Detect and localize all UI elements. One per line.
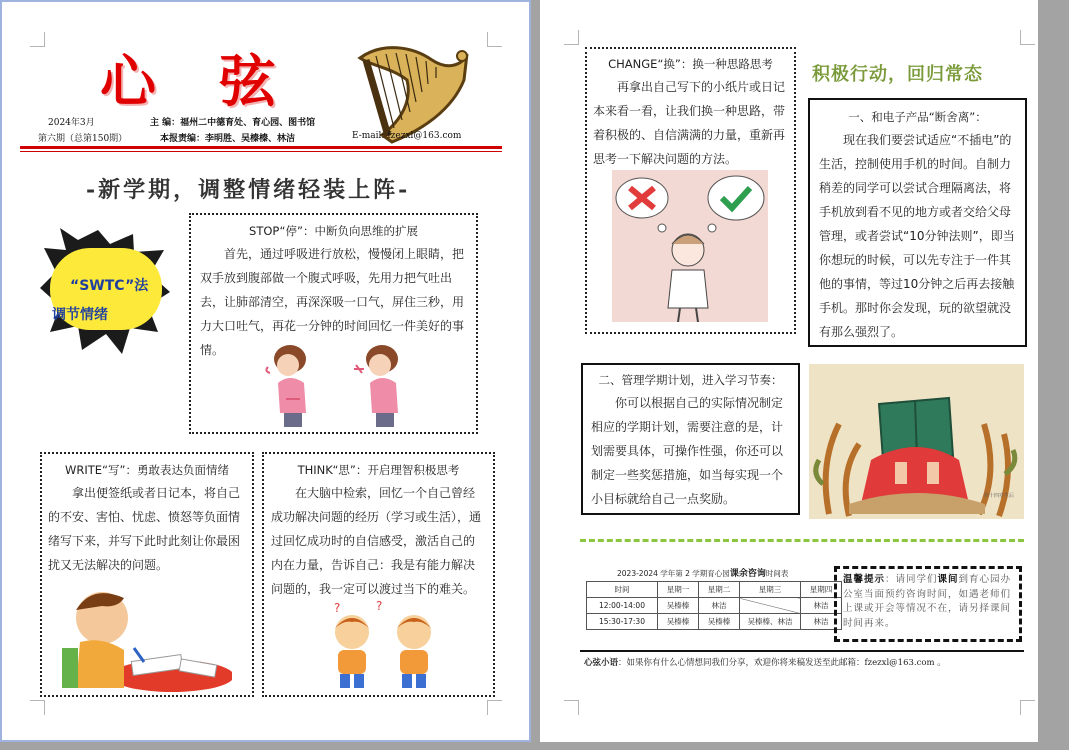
footer	[584, 656, 946, 668]
table-header-cell: 时间	[587, 582, 658, 598]
stop-heading-text: 中断负向思维的扩展	[314, 224, 418, 238]
duty-editor: 本报责编：李明胜、吴榛榛、林洁	[160, 134, 296, 144]
crop-mark	[30, 700, 45, 715]
footer-label: 心弦小语	[584, 658, 619, 668]
child-writing-illustration	[62, 578, 232, 693]
reminder-box	[834, 566, 1022, 642]
illustration-caption: 你十四岁生后	[984, 493, 1015, 499]
crop-mark	[1020, 700, 1035, 715]
table-cell: 吴榛榛、林洁	[740, 614, 801, 630]
table-cell: 15:30-17:30	[587, 614, 658, 630]
newspaper-title: 心 弦	[100, 49, 298, 115]
green-headline: 积极行动，回归常态	[812, 64, 983, 85]
crop-mark	[1020, 30, 1035, 45]
reminder-label: 温馨提示	[843, 574, 886, 585]
part1-body: 现在我们要尝试适应“不插电”的生活，控制使用手机的时间。自制力稍差的同学可以尝试合理隔离法，将手机放到看不见的地方或者交给父母管理，或者尝试“10分钟法则”，即当你想玩的时候，可以先专注于一件其他的事情，等过10分钟之后再去接触手机。那时你会发现，玩的欲望就没有那么强烈了。	[819, 133, 1015, 339]
breathing-girl-illustration	[240, 343, 420, 428]
write-body: 拿出便签纸或者日记本，将自己的不安、害怕、忧虑、愤怒等负面情绪写下来，并写下此时此刻让你最困扰又无法解决的问题。	[48, 486, 241, 572]
crop-mark	[564, 700, 579, 715]
section-title: -新学期，调整情绪轻装上阵-	[86, 177, 411, 203]
masthead-rule	[20, 146, 502, 149]
think-body: 在大脑中检索，回忆一个自己曾经成功解决问题的经历（学习或生活），通过回忆成功时的自信感受，激活自己的内在力量，告诉自己：我是有能力解决问题的，我一定可以渡过当下的难关。	[271, 486, 482, 596]
table-header-cell: 星期四	[801, 582, 842, 598]
svg-text:?: ?	[376, 600, 383, 613]
table-header-row	[587, 582, 842, 598]
schedule-title	[617, 566, 788, 579]
chief-editor: 主 编：福州二中德育处、育心园、图书馆	[150, 118, 316, 128]
issue-date: 2024年3月	[48, 118, 95, 128]
table-cell: 吴榛榛	[699, 614, 740, 630]
change-heading-text: 换一种思路思考	[692, 57, 773, 71]
footer-text: ：如果你有什么心情想同我们分享，欢迎你将来稿发送至此邮箱：fzezxl@163.com 。	[618, 658, 946, 668]
stop-body: 首先，通过呼吸进行放松，慢慢闭上眼睛，把双手放到腹部做一个腹式呼吸，先用力把气吐出去，让肺部清空，再深深吸一口气，屏住三秒，用力大口吐气，再花一分钟的时间回忆一件美好的事情。	[200, 247, 465, 357]
part1-heading: 一、和电子产品“断舍离”：	[848, 110, 987, 124]
page-right	[540, 0, 1038, 742]
table-cell: 林洁	[801, 614, 842, 630]
crop-mark	[487, 32, 502, 47]
table-header-cell: 星期二	[699, 582, 740, 598]
swtc-label-line2: 调节情绪	[52, 307, 108, 323]
write-heading-text: 勇敢表达负面情绪	[136, 463, 229, 477]
write-heading-code: WRITE“写”：	[65, 463, 137, 477]
stop-heading	[200, 222, 467, 240]
stop-heading-code: STOP“停”：	[249, 224, 315, 238]
change-heading	[593, 55, 788, 73]
schedule-title-pre: 2023-2024 学年第 2 学期育心园	[617, 569, 730, 578]
think-heading	[271, 461, 486, 479]
table-header-cell: 星期三	[740, 582, 801, 598]
part2-heading: 二、管理学期计划，进入学习节奏：	[598, 373, 783, 387]
svg-text:?: ?	[334, 601, 341, 615]
table-cell: 12:00-14:00	[587, 598, 658, 614]
crop-mark	[487, 700, 502, 715]
reminder-text-a: ：请同学们	[885, 574, 938, 585]
table-cell: 吴榛榛	[658, 598, 699, 614]
table-cell: 林洁	[699, 598, 740, 614]
table-row	[587, 598, 842, 614]
table-row	[587, 614, 842, 630]
reminder-text-bold: 课间	[937, 574, 959, 585]
contact-email: E-mail: fzezxl@163.com	[352, 131, 462, 141]
green-divider	[580, 539, 1024, 542]
page-left	[0, 0, 531, 742]
study-plan-box	[581, 363, 800, 515]
schedule-title-post: 时间表	[765, 569, 789, 578]
issue-number: 第六期（总第150期）	[38, 134, 128, 144]
think-heading-text: 开启理智积极思考	[367, 463, 460, 477]
footer-rule	[580, 650, 1024, 652]
part2-body: 你可以根据自己的实际情况制定相应的学期计划，需要注意的是，计划需要具体，可操作性强，你还可以制定一些奖惩措施，如当每实现一个小目标就给自己一点奖励。	[591, 396, 784, 506]
reminder-text-b: 到育心园办公室当面预约咨询时间，如遇老师们上课或开会等情况不在，请另择课间时间再来。	[843, 574, 1012, 629]
schedule-table	[586, 581, 842, 630]
table-cell: 林洁	[801, 598, 842, 614]
table-header-cell: 星期一	[658, 582, 699, 598]
swtc-label-line1: “SWTC”法	[70, 278, 149, 294]
crop-mark	[564, 30, 579, 45]
think-heading-code: THINK“思”：	[297, 463, 368, 477]
thinking-boys-illustration	[326, 600, 454, 692]
digital-detox-box	[808, 98, 1027, 347]
thinking-choice-illustration	[612, 170, 768, 322]
crop-mark	[30, 32, 45, 47]
schedule-title-bold: 课余咨询	[729, 569, 766, 579]
table-cell: 吴榛榛	[658, 614, 699, 630]
change-body: 再拿出自己写下的小纸片或日记本来看一看，让我们换一种思路，带着积极的、自信满满的力量，重新再思考一下解决问题的方法。	[593, 80, 786, 166]
masthead-rule-thin	[20, 151, 502, 152]
change-heading-code: CHANGE“换”：	[608, 57, 693, 71]
table-cell-empty	[740, 598, 801, 614]
write-heading	[48, 461, 246, 479]
harp-icon	[352, 40, 472, 145]
